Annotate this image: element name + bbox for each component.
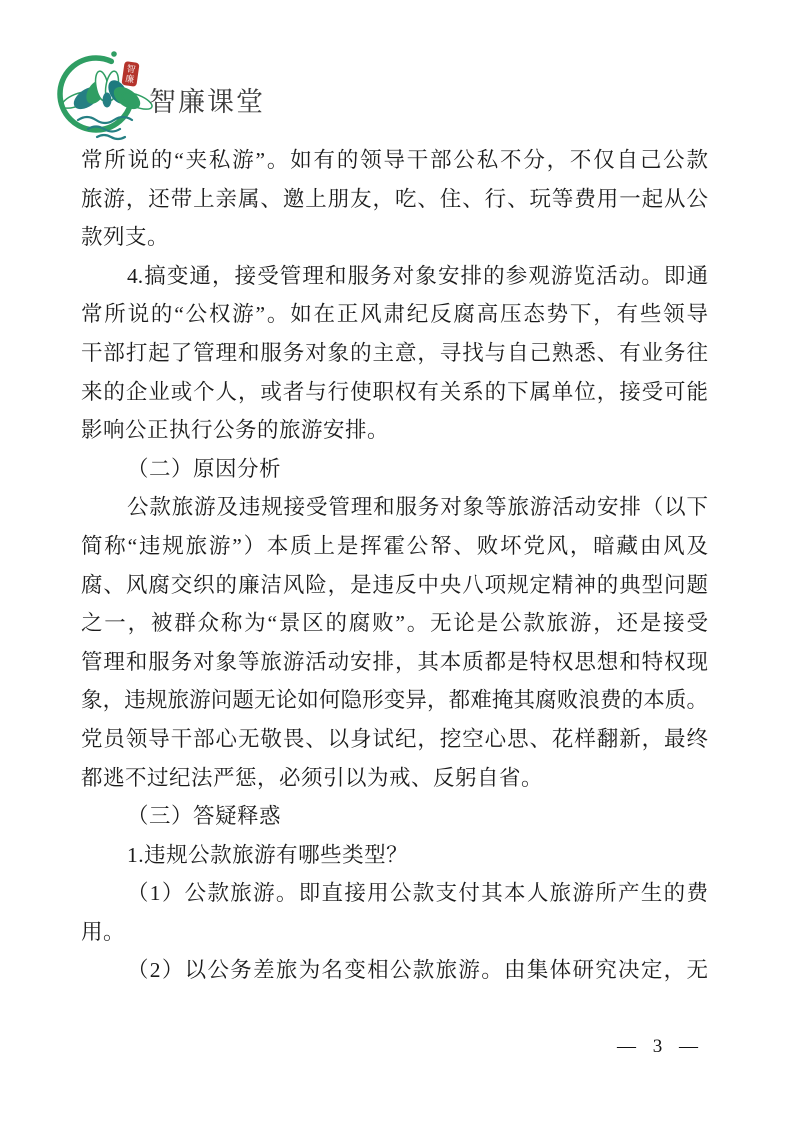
text-line: 用。 <box>81 919 126 944</box>
text-line: （2）以公务差旅为名变相公款旅游。由集体研究决定，无 <box>127 958 708 983</box>
text-line: 管理和服务对象等旅游活动安排，其本质都是特权思想和特权现 <box>81 649 708 674</box>
logo-title: 智廉课堂 <box>149 87 265 117</box>
text-line: 影响公正执行公务的旅游安排。 <box>81 418 390 443</box>
text-line: 党员领导干部心无敬畏、以身试纪，挖空心思、花样翻新，最终 <box>81 726 708 751</box>
text-line: 腐、风腐交织的廉洁风险，是违反中央八项规定精神的典型问题 <box>81 572 708 597</box>
text-line: 旅游，还带上亲属、邀上朋友，吃、住、行、玩等费用一起从公 <box>81 186 708 211</box>
text-line: 象，违规旅游问题无论如何隐形变异，都难掩其腐败浪费的本质。 <box>81 688 708 713</box>
text-line: 常所说的“公权游”。如在正风肃纪反腐高压态势下，有些领导 <box>81 302 708 327</box>
text-line: 1.违规公款旅游有哪些类型？ <box>127 842 409 867</box>
text-line: 简称“违规旅游”）本质上是挥霍公帑、败坏党风，暗藏由风及 <box>81 533 708 558</box>
text-line: 干部打起了管理和服务对象的主意，寻找与自己熟悉、有业务往 <box>81 340 708 365</box>
text-line: 来的企业或个人，或者与行使职权有关系的下属单位，接受可能 <box>81 379 708 404</box>
document-lines <box>81 141 708 990</box>
page-number: — 3 — <box>617 1036 698 1057</box>
lotus-petals <box>60 70 154 113</box>
red-seal-icon <box>121 61 139 87</box>
text-line: （二）原因分析 <box>127 456 282 481</box>
text-line: 款列支。 <box>81 225 170 250</box>
logo-droplet <box>111 51 117 57</box>
text-line: 公款旅游及违规接受管理和服务对象等旅游活动安排（以下 <box>127 495 708 520</box>
svg-text:廉: 廉 <box>124 73 135 85</box>
text-line: 之一，被群众称为“景区的腐败”。无论是公款旅游，还是接受 <box>81 611 708 636</box>
text-line: （三）答疑释惑 <box>127 804 282 829</box>
text-line: 常所说的“夹私游”。如有的领导干部公私不分，不仅自己公款 <box>81 148 708 172</box>
text-line: （1）公款旅游。即直接用公款支付其本人旅游所产生的费 <box>127 881 708 906</box>
text-line: 4.搞变通，接受管理和服务对象安排的参观游览活动。即通 <box>127 263 708 288</box>
svg-text:智: 智 <box>126 63 137 75</box>
text-line: 都逃不过纪法严惩，必须引以为戒、反躬自省。 <box>81 765 544 790</box>
